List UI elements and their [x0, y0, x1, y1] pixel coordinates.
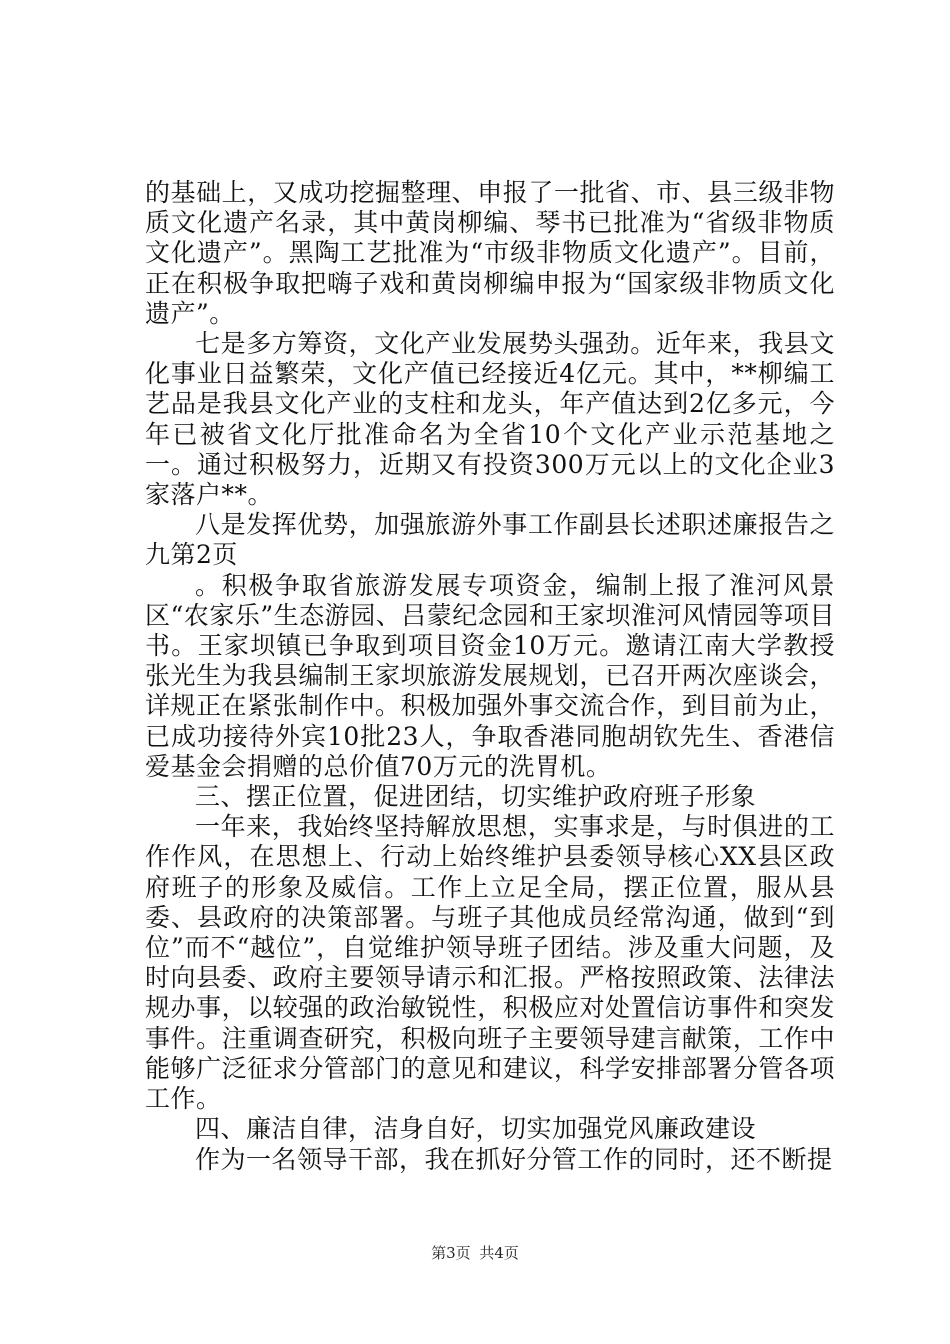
paragraph-3: 八是发挥优势，加强旅游外事工作副县长述职述廉报告之九第2页 [145, 510, 835, 570]
section-heading-4: 四、廉洁自律，洁身自好，切实加强党风廉政建设 [195, 1114, 757, 1144]
page-footer [0, 1242, 950, 1263]
document-body [145, 178, 835, 1175]
page-number: 第3页 [431, 1244, 471, 1262]
paragraph-6: 一年来，我始终坚持解放思想，实事求是，与时俱进的工作作风，在思想上、行动上始终维护县委领导核心XX县区政府班子的形象及威信。工作上立足全局，摆正位置，服从县委、县政府的决策部署。与班子其他成员经常沟通，做到“到位”而不“越位”，自觉维护领导班子团结。涉及重大问题，及时向县委、政府主要领导请示和汇报。严格按照政策、法律法规办事，以较强的政治敏锐性，积极应对处置信访事件和突发事件。注重调查研究，积极向班子主要领导建言献策，工作中能够广泛征求分管部门的意见和建议，科学安排部署分管各项工作。 [145, 812, 835, 1114]
paragraph-4: 。积极争取省旅游发展专项资金，编制上报了淮河风景区“农家乐”生态游园、吕蒙纪念园和王家坝淮河风情园等项目书。王家坝镇已争取到项目资金10万元。邀请江南大学教授张光生为我县编制王家坝旅游发展规划，已召开两次座谈会，详规正在紧张制作中。积极加强外事交流合作，到目前为止，已成功接待外宾10批23人，争取香港同胞胡钦先生、香港信爱基金会捐赠的总价值70万元的洗胃机。 [145, 570, 835, 781]
paragraph-2: 七是多方筹资，文化产业发展势头强劲。近年来，我县文化事业日益繁荣，文化产值已经接近4亿元。其中，**柳编工艺品是我县文化产业的支柱和龙头，年产值达到2亿多元，今年已被省文化厅批准命名为全省10个文化产业示范基地之一。通过积极努力，近期又有投资300万元以上的文化企业3家落户**。 [145, 329, 835, 510]
page-total: 共4页 [479, 1244, 519, 1262]
paragraph-8: 作为一名领导干部，我在抓好分管工作的同时，还不断提 [195, 1144, 833, 1174]
paragraph-1: 的基础上，又成功挖掘整理、申报了一批省、市、县三级非物质文化遗产名录，其中黄岗柳编、琴书已批准为“省级非物质文化遗产”。黑陶工艺批准为“市级非物质文化遗产”。目前，正在积极争取把嗨子戏和黄岗柳编申报为“国家级非物质文化遗产”。 [145, 178, 835, 328]
section-heading-3: 三、摆正位置，促进团结，切实维护政府班子形象 [195, 782, 757, 812]
